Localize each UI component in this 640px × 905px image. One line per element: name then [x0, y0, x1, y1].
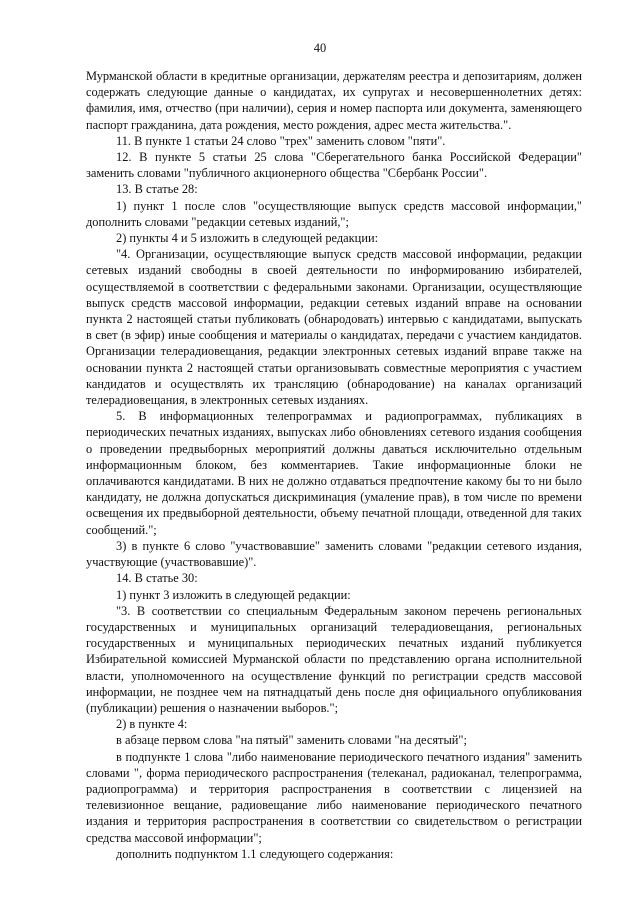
document-body — [86, 68, 582, 862]
paragraph: 1) пункт 3 изложить в следующей редакции: — [116, 587, 351, 602]
paragraph: 2) пункты 4 и 5 изложить в следующей редакции: — [116, 231, 379, 246]
paragraph: 3) в пункте 6 слово "участвовавшие" заменить словами "редакции сетевого издания, участвующие (участвовавшие)". — [86, 538, 582, 570]
paragraph: 5. В информационных телепрограммах и радиопрограммах, публикациях в периодических печатных изданиях, выпусках либо обновлениях сетевого издания сообщения о проведении предвыборных мероприятий должны даваться исключительно отдельным информационным блоком, без комментариев. Такие информационные блоки не оплачиваются кандидатами. В них не должно отдаваться предпочтение какому бы то ни было кандидату, не должна допускаться дискриминация (умаление прав), в том числе по времени освещения их предвыборной деятельности, объему печатной площади, отведенной для таких сообщений."; — [86, 409, 582, 537]
page-number: 40 — [313, 41, 327, 55]
paragraph: 12. В пункте 5 статьи 25 слова "Сберегательного банка Российской Федерации" заменить словами "публичного акционерного общества "Сбербанк России". — [86, 150, 582, 181]
paragraph: в абзаце первом слова "на пятый" заменить словами "на десятый"; — [116, 733, 467, 748]
paragraph: "3. В соответствии со специальным Федеральным законом перечень региональных государственных и муниципальных организаций телерадиовещания, региональных государственных и муниципальных периодических печатных изданий публикуется Избирательной комиссией Мурманской области по представлению органа исполнительной власти, уполномоченного на осуществление функций по регистрации средств массовой информации, не позднее чем на пятнадцатый день после дня официального опубликования (публикации) решения о назначении выборов."; — [86, 603, 582, 715]
paragraph: Мурманской области в кредитные организации, держателям реестра и депозитариям, должен содержать следующие данные о кандидатах, их супругах и несовершеннолетних детях: фамилия, имя, отчество (при наличии), серия и номер паспорта или документа, заменяющего паспорт гражданина, дата рождения, место рождения, адрес места жительства.". — [86, 69, 582, 132]
paragraph: 13. В статье 28: — [116, 182, 198, 197]
paragraph: 1) пункт 1 после слов "осуществляющие выпуск средств массовой информации," дополнить словами "редакции сетевых изданий,"; — [86, 198, 582, 229]
paragraph: 2) в пункте 4: — [116, 717, 188, 732]
paragraph: дополнить подпунктом 1.1 следующего содержания: — [116, 846, 394, 861]
paragraph: 11. В пункте 1 статьи 24 слово "трех" заменить словом "пяти". — [116, 133, 446, 148]
paragraph: "4. Организации, осуществляющие выпуск средств массовой информации, редакции сетевых изданий свободны в своей деятельности по информированию избирателей, осуществляемой в соответствии с федеральными законами. Организации, осуществляющие выпуск средств массовой информации, редакции сетевых изданий вправе на основании пункта 2 настоящей статьи публиковать (обнародовать) интервью с кандидатами, выпускать в свет (в эфир) иные сообщения и материалы о кандидатах, передачи с участием кандидатов. Организации телерадиовещания, редакции электронных сетевых изданий вправе также на основании пункта 2 настоящей статьи организовывать совместные мероприятия с участием кандидатов и осуществлять их трансляцию (обнародование) на каналах организаций телерадиовещания, в электронных сетевых изданиях. — [86, 247, 582, 408]
paragraph: 14. В статье 30: — [116, 571, 198, 586]
paragraph: в подпункте 1 слова "либо наименование периодического печатного издания" заменить словами ", форма периодического распространения (телеканал, радиоканал, телепрограмма, радиопрограмма) и территория распространения в соответствии с лицензией на телевизионное вещание, радиовещание либо наименование периодического печатного издания и территория распространения в соответствии со свидетельством о регистрации средства массовой информации"; — [86, 749, 582, 845]
